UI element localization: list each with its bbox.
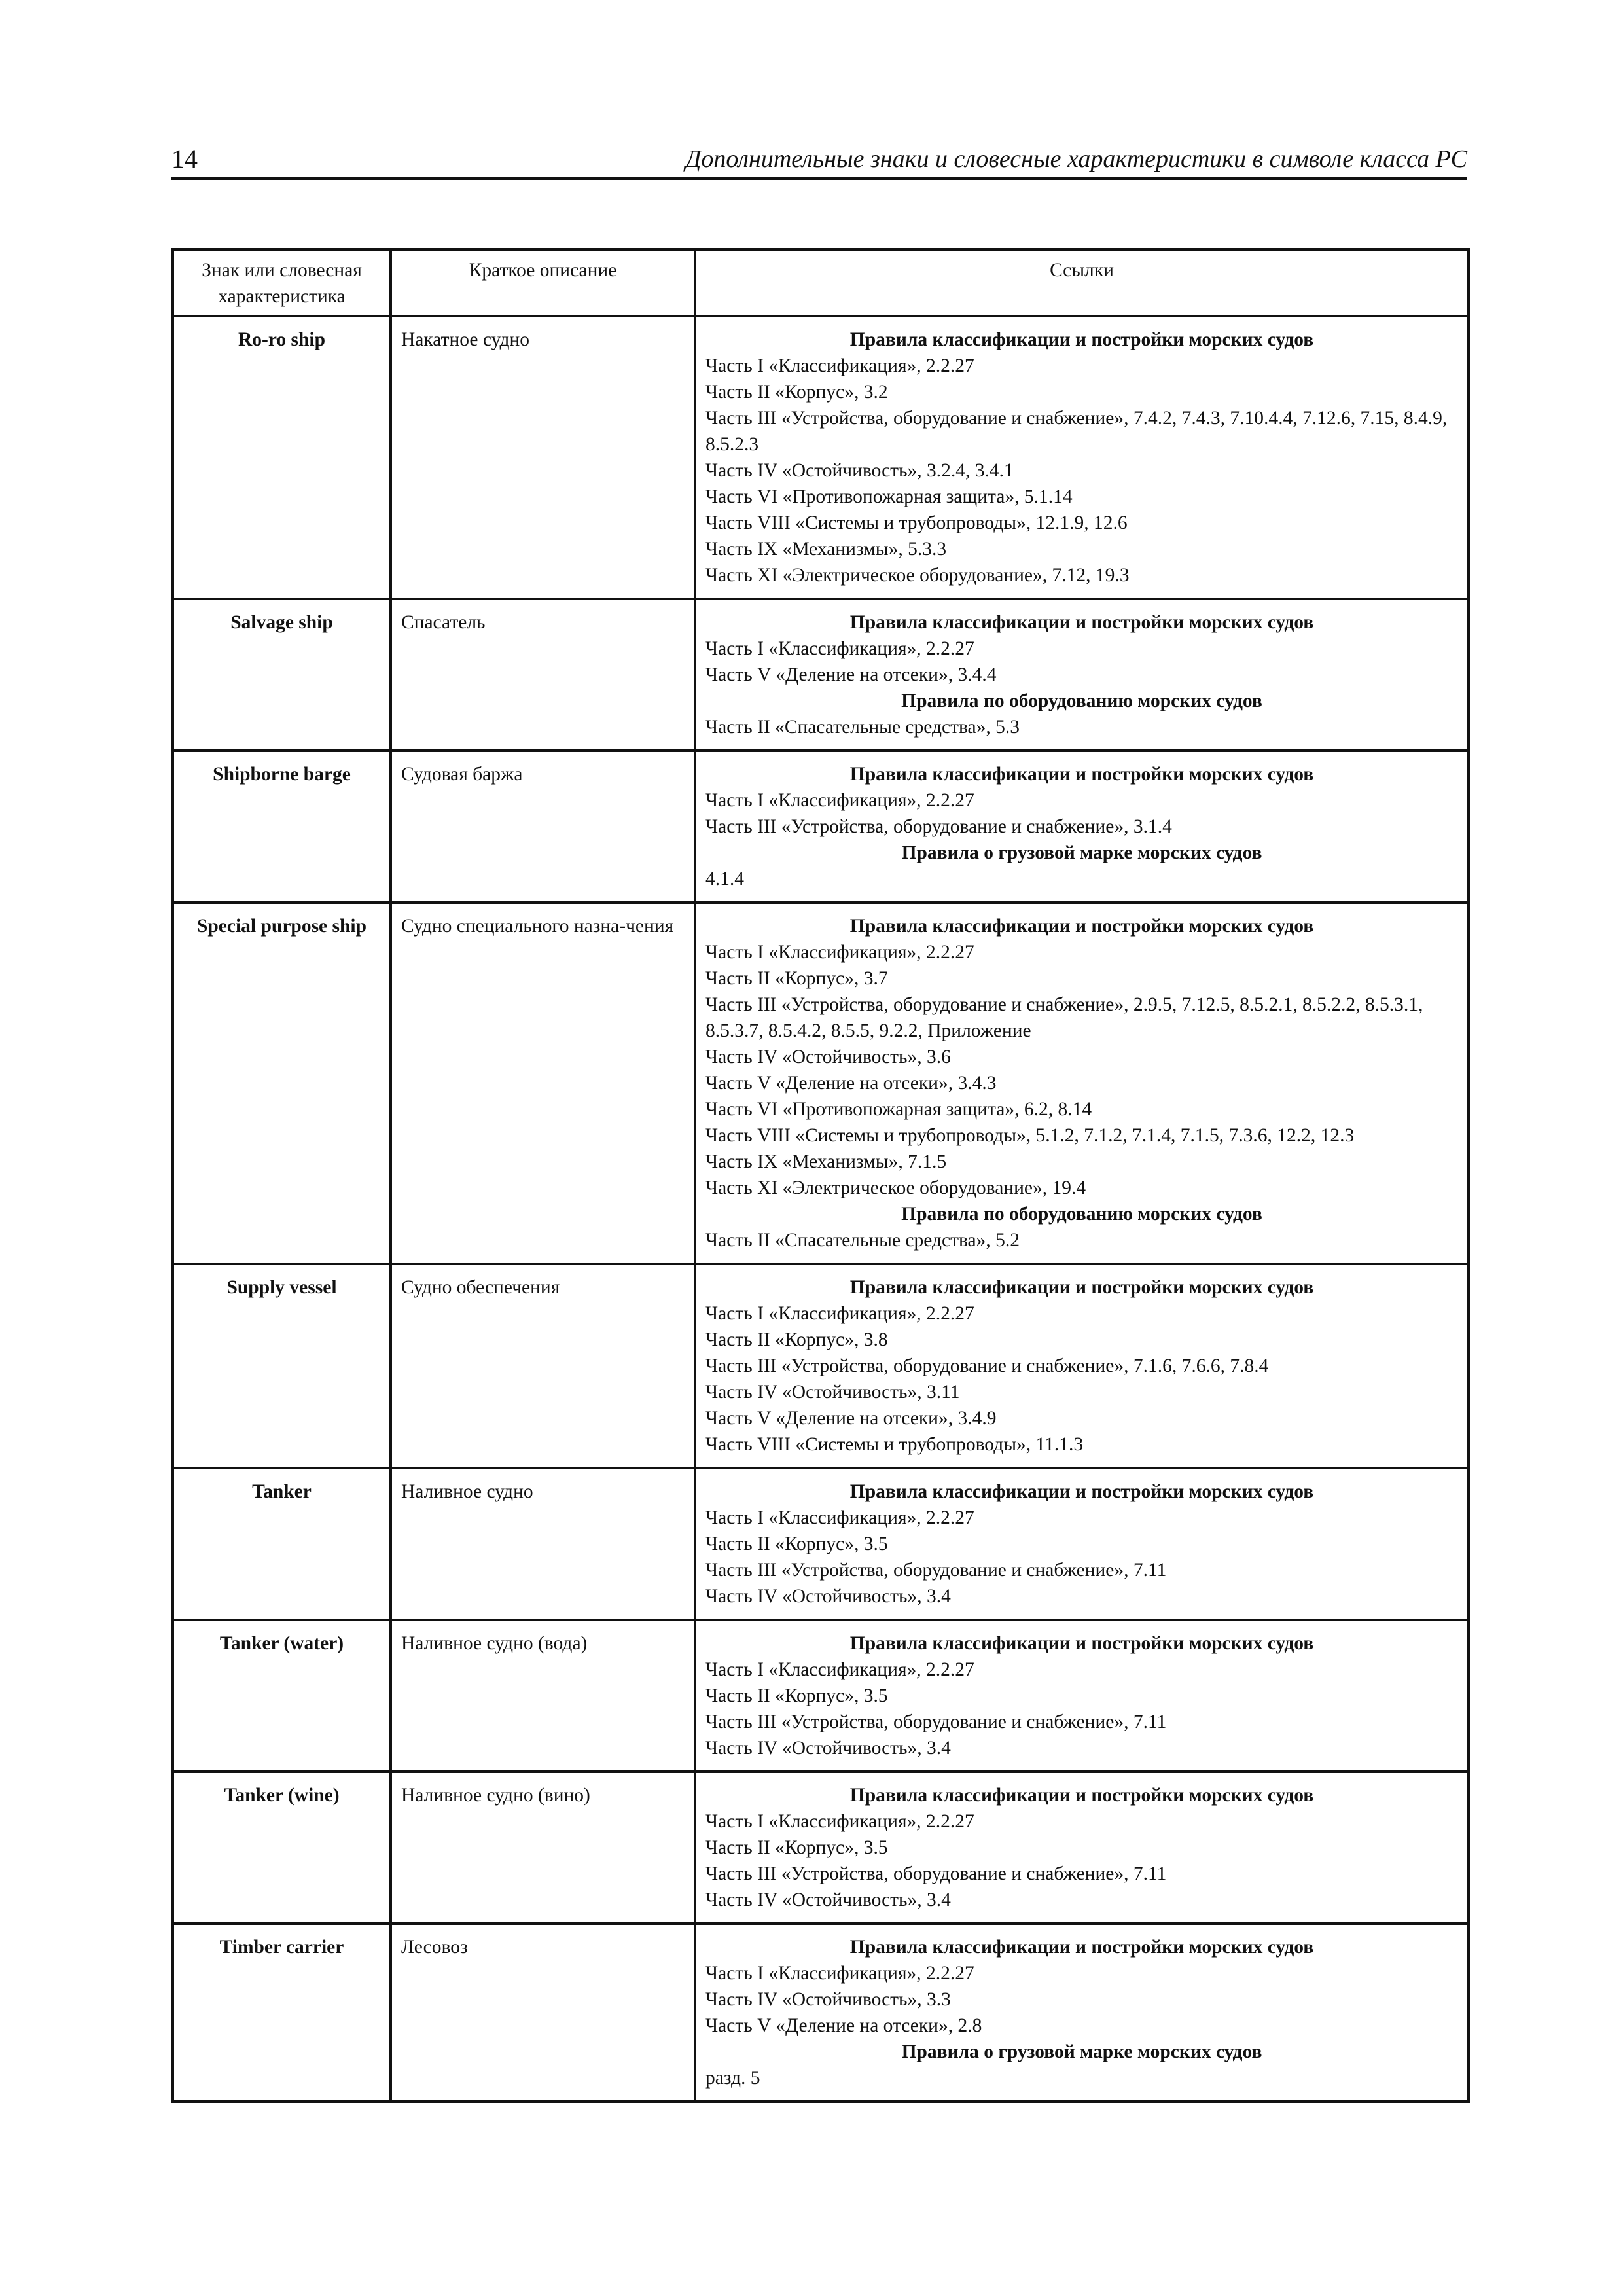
reference-line: Часть XI «Электрическое оборудование», 7.12, 19.3 [705, 565, 1130, 586]
table-row [173, 1468, 1469, 1620]
reference-line: Часть I «Классификация», 2.2.27 [705, 1963, 974, 1984]
rules-heading: Правила классификации и постройки морских судов [849, 1633, 1314, 1654]
table-row [173, 1772, 1469, 1924]
description-cell: Наливное судно (вино) [391, 1772, 695, 1924]
reference-line: Часть III «Устройства, оборудование и снабжение», 2.9.5, 7.12.5, 8.5.2.1, 8.5.2.2, 8.5.3.1, 8.5.3.7, 8.5.4.2, 8.5.5, 9.2.2, Приложение [705, 994, 1423, 1041]
table-header-row [173, 249, 1469, 316]
column-header-mark: Знак или словесная характеристика [173, 249, 391, 316]
description-cell: Накатное судно [391, 316, 695, 599]
running-title: Дополнительные знаки и словесные характеристики в символе класса РС [685, 145, 1467, 173]
reference-line: Часть III «Устройства, оборудование и снабжение», 7.11 [705, 1863, 1167, 1884]
mark-cell: Tanker (water) [173, 1620, 391, 1772]
references-cell [695, 903, 1469, 1264]
references-cell [695, 1620, 1469, 1772]
mark-cell: Timber carrier [173, 1924, 391, 2102]
reference-line: Часть IX «Механизмы», 7.1.5 [705, 1151, 947, 1172]
references-cell [695, 751, 1469, 903]
references-cell [695, 1924, 1469, 2102]
rules-heading: Правила классификации и постройки морских судов [849, 1481, 1314, 1502]
reference-line: Часть VIII «Системы и трубопроводы», 12.1.9, 12.6 [705, 512, 1128, 533]
description-cell: Наливное судно (вода) [391, 1620, 695, 1772]
table-row [173, 1620, 1469, 1772]
reference-line: Часть II «Корпус», 3.8 [705, 1329, 888, 1350]
reference-line: 4.1.4 [705, 869, 744, 889]
reference-line: Часть V «Деление на отсеки», 3.4.4 [705, 664, 997, 685]
reference-line: Часть VI «Противопожарная защита», 5.1.14 [705, 486, 1073, 507]
references-cell [695, 1772, 1469, 1924]
reference-line: Часть III «Устройства, оборудование и снабжение», 3.1.4 [705, 816, 1172, 837]
reference-line: Часть III «Устройства, оборудование и снабжение», 7.11 [705, 1712, 1167, 1732]
table-row [173, 1264, 1469, 1468]
reference-line: Часть IV «Остойчивость», 3.4 [705, 1586, 951, 1607]
rules-heading: Правила о грузовой марке морских судов [901, 842, 1262, 863]
reference-line: Часть I «Классификация», 2.2.27 [705, 638, 974, 659]
rules-heading: Правила классификации и постройки морских судов [849, 612, 1314, 633]
reference-line: Часть IV «Остойчивость», 3.2.4, 3.4.1 [705, 460, 1014, 481]
table-row [173, 903, 1469, 1264]
page-header [171, 143, 1467, 180]
reference-line: Часть III «Устройства, оборудование и снабжение», 7.4.2, 7.4.3, 7.10.4.4, 7.12.6, 7.15, 8.4.9, 8.5.2.3 [705, 408, 1448, 455]
reference-line: Часть III «Устройства, оборудование и снабжение», 7.1.6, 7.6.6, 7.8.4 [705, 1355, 1269, 1376]
table-row [173, 316, 1469, 599]
mark-cell: Salvage ship [173, 599, 391, 751]
references-cell [695, 1264, 1469, 1468]
description-cell: Судовая баржа [391, 751, 695, 903]
reference-line: Часть IV «Остойчивость», 3.4 [705, 1738, 951, 1759]
symbols-table [171, 248, 1470, 2103]
description-cell: Наливное судно [391, 1468, 695, 1620]
rules-heading: Правила классификации и постройки морских судов [849, 1277, 1314, 1298]
references-cell [695, 316, 1469, 599]
reference-line: Часть I «Классификация», 2.2.27 [705, 355, 974, 376]
column-header-description: Краткое описание [391, 249, 695, 316]
reference-line: Часть VIII «Системы и трубопроводы», 11.1.3 [705, 1434, 1084, 1455]
reference-line: Часть IX «Механизмы», 5.3.3 [705, 539, 947, 560]
rules-heading: Правила о грузовой марке морских судов [901, 2041, 1262, 2062]
page-number: 14 [171, 144, 198, 173]
description-cell: Судно специального назна-чения [391, 903, 695, 1264]
reference-line: Часть II «Корпус», 3.5 [705, 1534, 888, 1554]
rules-heading: Правила по оборудованию морских судов [901, 691, 1262, 711]
reference-line: Часть IV «Остойчивость», 3.4 [705, 1890, 951, 1910]
reference-line: Часть I «Классификация», 2.2.27 [705, 1811, 974, 1832]
reference-line: Часть VI «Противопожарная защита», 6.2, 8.14 [705, 1099, 1092, 1120]
mark-cell: Tanker (wine) [173, 1772, 391, 1924]
rules-heading: Правила классификации и постройки морских судов [849, 1937, 1314, 1958]
column-header-references: Ссылки [695, 249, 1469, 316]
table-row [173, 751, 1469, 903]
reference-line: Часть IV «Остойчивость», 3.3 [705, 1989, 951, 2010]
reference-line: Часть VIII «Системы и трубопроводы», 5.1.2, 7.1.2, 7.1.4, 7.1.5, 7.3.6, 12.2, 12.3 [705, 1125, 1355, 1146]
reference-line: Часть V «Деление на отсеки», 2.8 [705, 2015, 982, 2036]
description-cell: Судно обеспечения [391, 1264, 695, 1468]
reference-line: Часть III «Устройства, оборудование и снабжение», 7.11 [705, 1560, 1167, 1581]
table-body [173, 316, 1469, 2102]
reference-line: Часть XI «Электрическое оборудование», 19.4 [705, 1177, 1086, 1198]
mark-cell: Tanker [173, 1468, 391, 1620]
reference-line: Часть I «Классификация», 2.2.27 [705, 790, 974, 811]
reference-line: Часть V «Деление на отсеки», 3.4.3 [705, 1073, 997, 1094]
reference-line: Часть II «Корпус», 3.5 [705, 1685, 888, 1706]
rules-heading: Правила классификации и постройки морских судов [849, 329, 1314, 350]
mark-cell: Supply vessel [173, 1264, 391, 1468]
reference-line: Часть I «Классификация», 2.2.27 [705, 1659, 974, 1680]
reference-line: Часть II «Спасательные средства», 5.3 [705, 717, 1020, 738]
reference-line: Часть II «Спасательные средства», 5.2 [705, 1230, 1020, 1251]
rules-heading: Правила классификации и постройки морских судов [849, 1785, 1314, 1806]
reference-line: Часть V «Деление на отсеки», 3.4.9 [705, 1408, 997, 1429]
reference-line: Часть I «Классификация», 2.2.27 [705, 1303, 974, 1324]
reference-line: Часть II «Корпус», 3.7 [705, 968, 888, 989]
reference-line: Часть IV «Остойчивость», 3.6 [705, 1047, 951, 1067]
rules-heading: Правила по оборудованию морских судов [901, 1204, 1262, 1225]
table-row [173, 599, 1469, 751]
description-cell: Спасатель [391, 599, 695, 751]
rules-heading: Правила классификации и постройки морских судов [849, 916, 1314, 937]
table-row [173, 1924, 1469, 2102]
mark-cell: Shipborne barge [173, 751, 391, 903]
reference-line: Часть IV «Остойчивость», 3.11 [705, 1382, 960, 1403]
mark-cell: Special purpose ship [173, 903, 391, 1264]
reference-line: Часть I «Классификация», 2.2.27 [705, 942, 974, 963]
references-cell [695, 599, 1469, 751]
mark-cell: Ro-ro ship [173, 316, 391, 599]
reference-line: Часть I «Классификация», 2.2.27 [705, 1507, 974, 1528]
reference-line: разд. 5 [705, 2068, 760, 2089]
rules-heading: Правила классификации и постройки морских судов [849, 764, 1314, 785]
description-cell: Лесовоз [391, 1924, 695, 2102]
reference-line: Часть II «Корпус», 3.5 [705, 1837, 888, 1858]
reference-line: Часть II «Корпус», 3.2 [705, 382, 888, 403]
references-cell [695, 1468, 1469, 1620]
